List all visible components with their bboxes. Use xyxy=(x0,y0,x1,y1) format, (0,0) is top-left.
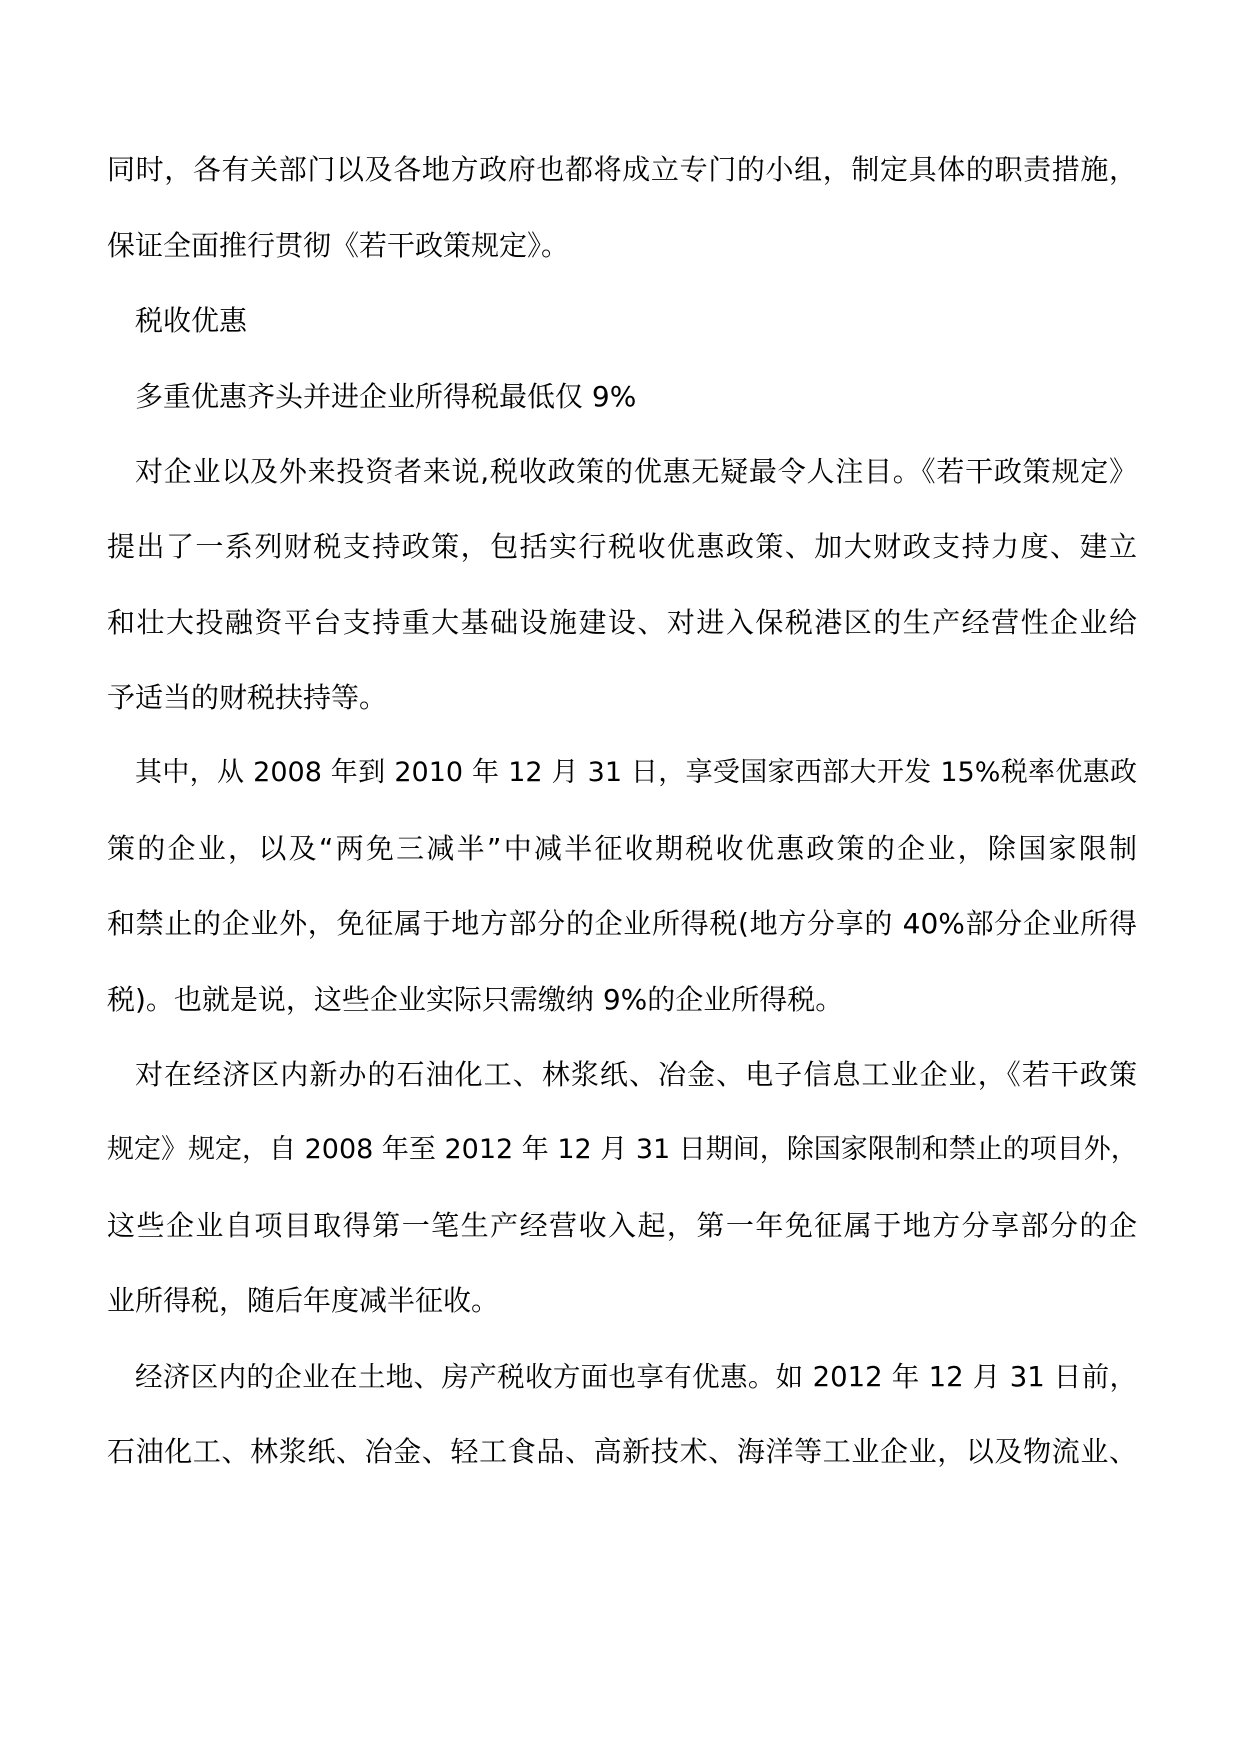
text-line: 规定》规定，自 2008 年至 2012 年 12 月 31 日期间，除国家限制和禁止的项目外， xyxy=(107,1134,1138,1165)
text-line: 对企业以及外来投资者来说,税收政策的优惠无疑最令人注目。《若干政策规定》 xyxy=(135,455,1137,488)
text-line: 业所得税，随后年度减半征收。 xyxy=(107,1284,500,1317)
text-line: 对在经济区内新办的石油化工、林浆纸、冶金、电子信息工业企业，《若干政策 xyxy=(135,1058,1137,1091)
text-line: 予适当的财税扶持等。 xyxy=(107,681,388,714)
text-line: 策的企业，以及“两免三减半”中减半征收期税收优惠政策的企业，除国家限制 xyxy=(107,832,1137,865)
text-line: 经济区内的企业在土地、房产税收方面也享有优惠。如 2012 年 12 月 31 日前， xyxy=(135,1361,1137,1393)
text-line: 这些企业自项目取得第一笔生产经营收入起，第一年免征属于地方分享部分的企 xyxy=(107,1209,1137,1242)
text-line: 和壮大投融资平台支持重大基础设施建设、对进入保税港区的生产经营性企业给 xyxy=(107,606,1137,639)
section-heading: 税收优惠 xyxy=(135,304,248,337)
text-line: 保证全面推行贯彻《若干政策规定》。 xyxy=(107,229,570,262)
text-line: 税)。也就是说，这些企业实际只需缴纳 9%的企业所得税。 xyxy=(107,983,844,1016)
subheading: 多重优惠齐头并进企业所得税最低仅 9% xyxy=(135,380,637,413)
text-line: 其中，从 2008 年到 2010 年 12 月 31 日，享受国家西部大开发 15%税率优惠政 xyxy=(135,757,1137,788)
text-line: 和禁止的企业外，免征属于地方部分的企业所得税(地方分享的 40%部分企业所得 xyxy=(107,907,1137,940)
text-line: 石油化工、林浆纸、冶金、轻工食品、高新技术、海洋等工业企业，以及物流业、 xyxy=(107,1435,1137,1468)
text-line: 提出了一系列财税支持政策，包括实行税收优惠政策、加大财政支持力度、建立 xyxy=(107,530,1137,563)
text-line: 同时，各有关部门以及各地方政府也都将成立专门的小组，制定具体的职责措施， xyxy=(107,153,1137,186)
